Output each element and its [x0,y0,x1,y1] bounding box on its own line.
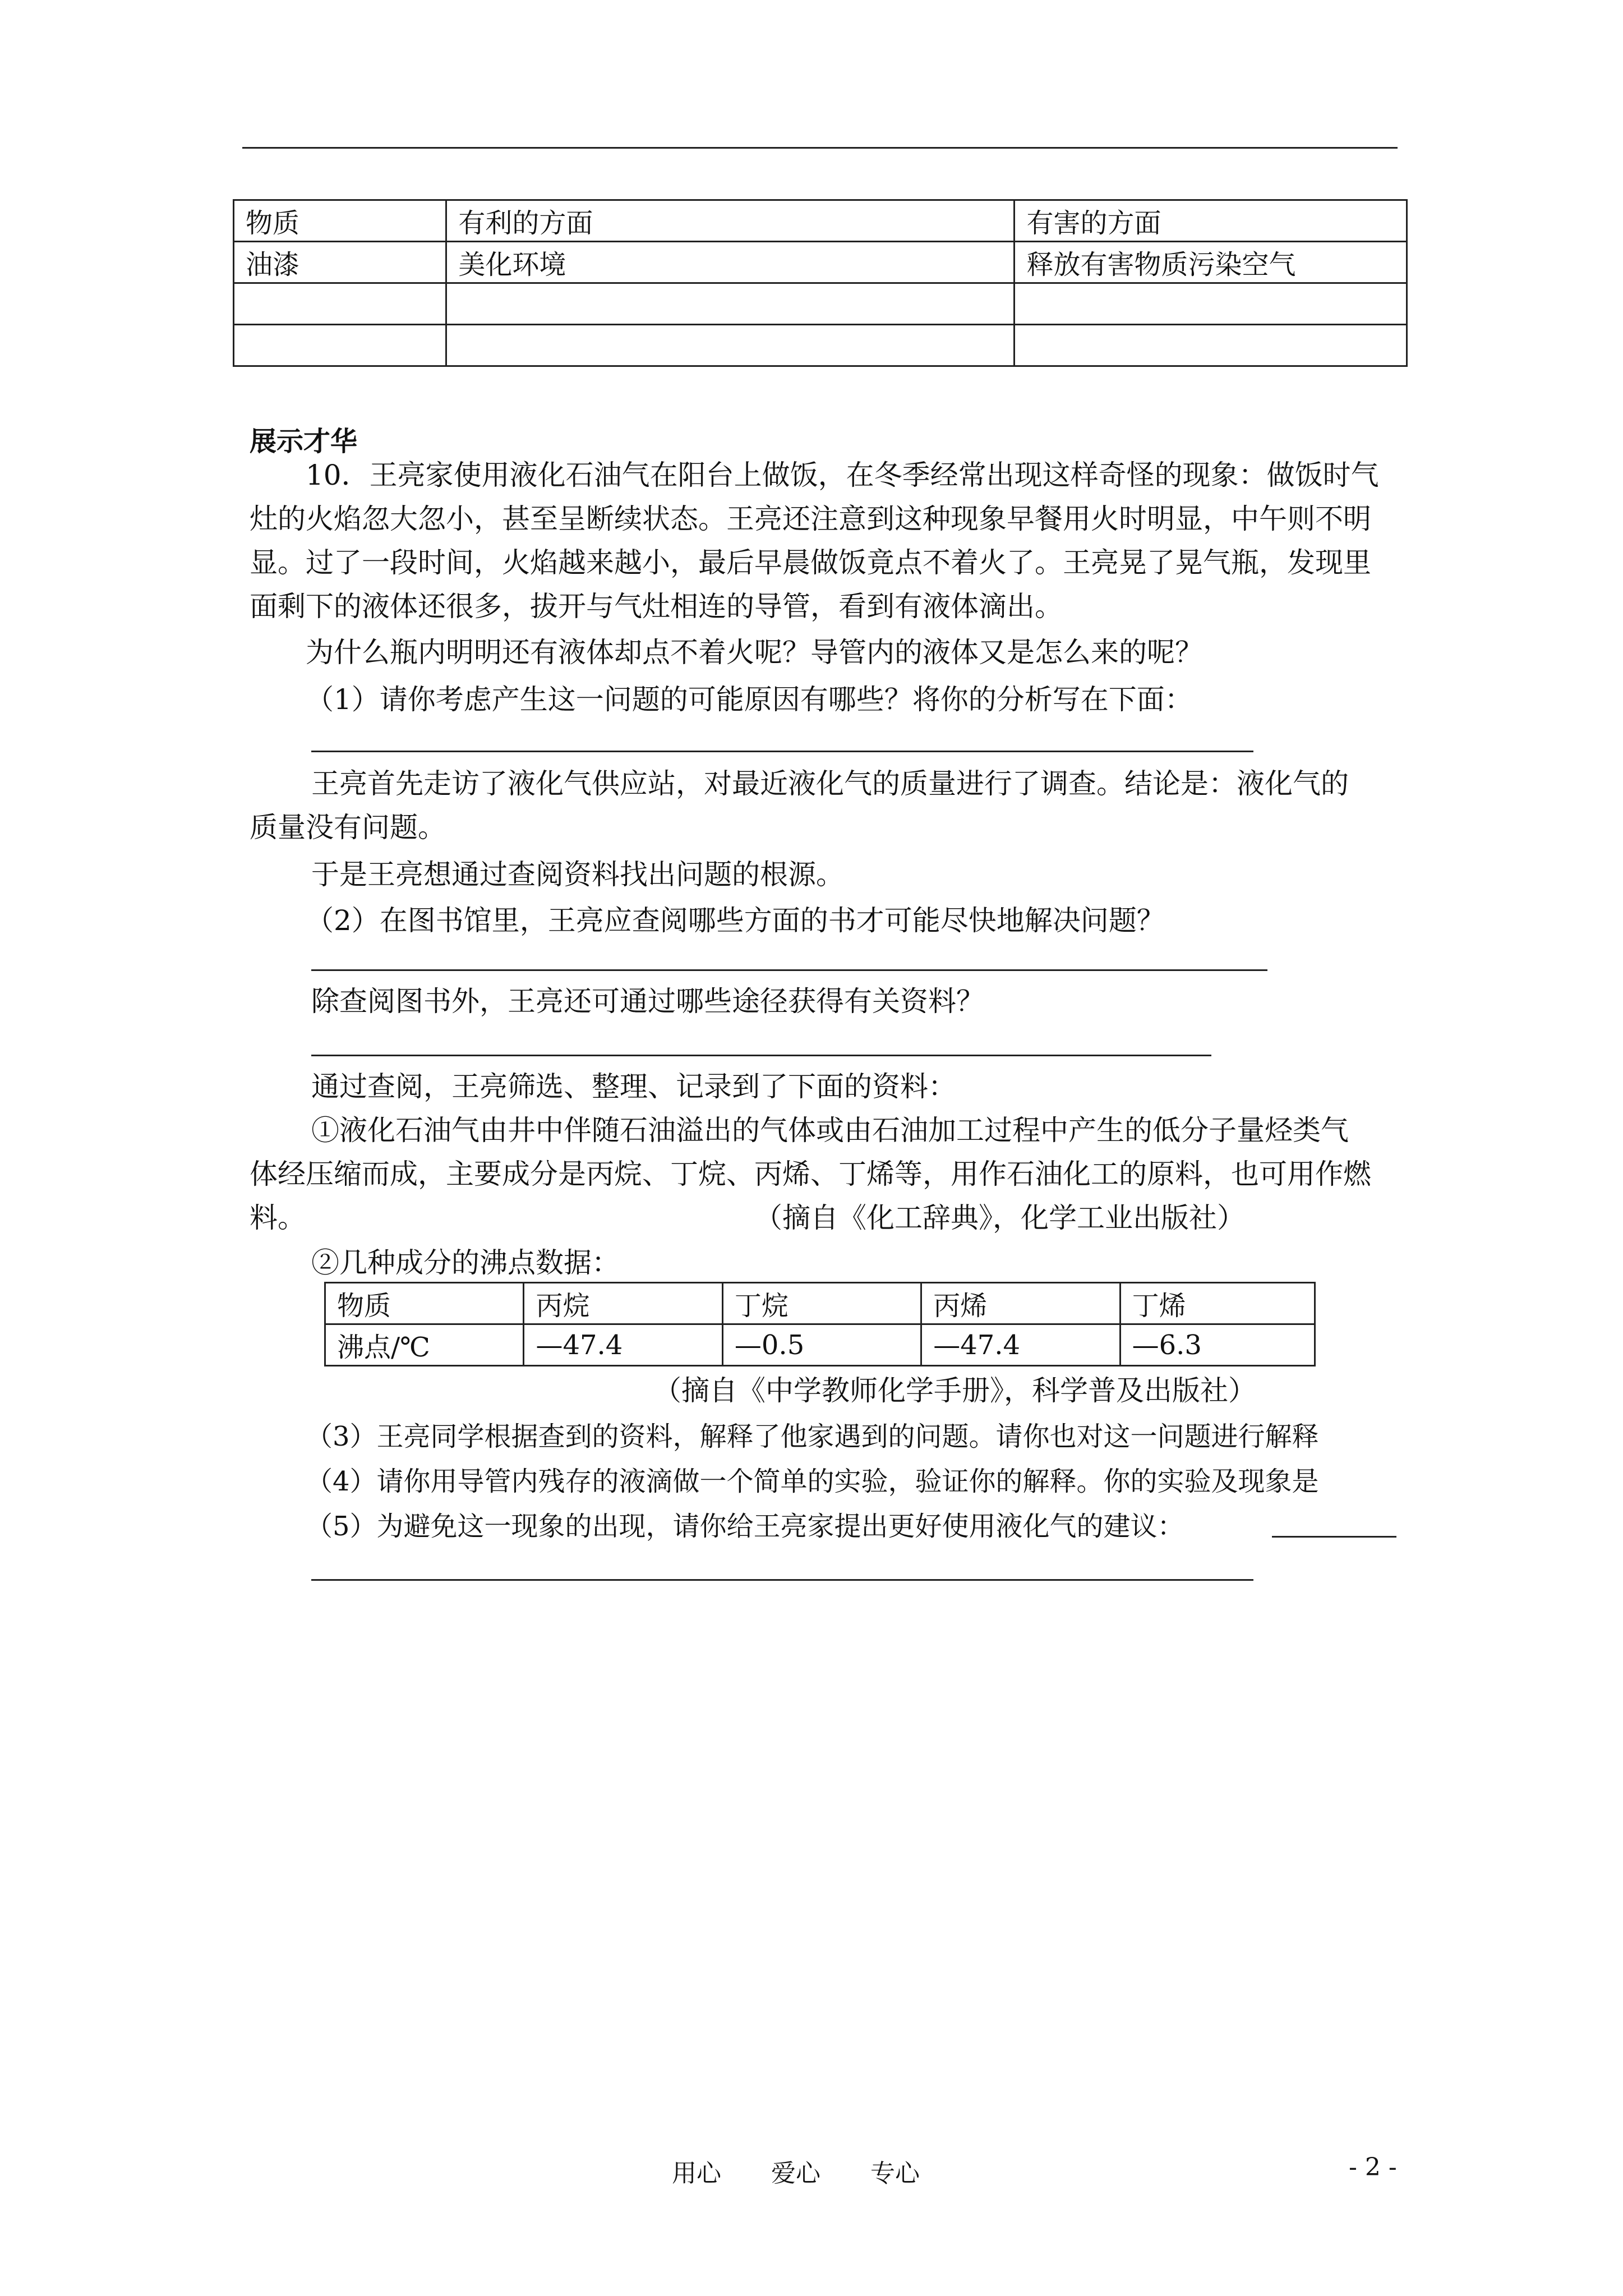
answer-line-1 [311,751,1253,752]
material-1-line: 料。 [250,1202,306,1234]
other-ways-question: 除查阅图书外，王亮还可通过哪些途径获得有关资料？ [311,985,984,1018]
answer-line-3 [311,1055,1211,1056]
table-header-row [325,1283,1315,1324]
material-1-line: ①液化石油气由井中伴随石油溢出的气体或由石油加工过程中产生的低分子量烃类气 [311,1114,1349,1147]
footer-motto-2: 爱心 [771,2159,820,2188]
footer-motto-1: 用心 [672,2159,721,2188]
q10-intro-line: 显。过了一段时间，火焰越来越小，最后早晨做饭竟点不着火了。王亮晃了晃气瓶，发现里 [250,546,1371,579]
table-cell [1015,325,1407,366]
survey-line: 质量没有问题。 [250,811,446,844]
pros-cons-table [233,199,1408,367]
header-rule [242,147,1398,149]
table-header-row [234,200,1407,242]
table-header-cell: 丁烷 [722,1283,921,1324]
table-cell: 油漆 [234,242,446,283]
table-cell [234,325,446,366]
survey-line: 王亮首先走访了液化气供应站，对最近液化气的质量进行了调查。结论是：液化气的 [311,767,1349,800]
q10-sub-3: （3）王亮同学根据查到的资料，解释了他家遇到的问题。请你也对这一问题进行解释 [306,1421,1319,1452]
q10-sub-1: （1）请你考虑产生这一问题的可能原因有哪些？将你的分析写在下面： [306,683,1193,716]
table-cell: —0.5 [722,1324,921,1366]
material-2-title: ②几种成分的沸点数据： [311,1246,620,1279]
table-cell: 释放有害物质污染空气 [1015,242,1407,283]
table-header-cell: 物质 [234,200,446,242]
answer-line-5b [311,1579,1253,1581]
q10-intro-line: 面剩下的液体还很多，拔开与气灶相连的导管，看到有液体滴出。 [250,590,1063,623]
table-cell: —47.4 [524,1324,722,1366]
table-cell: 美化环境 [446,242,1015,283]
section-title: 展示才华 [250,426,358,457]
table-row [325,1324,1315,1366]
q10-intro-line: 灶的火焰忽大忽小，甚至呈断续状态。王亮还注意到这种现象早餐用火时明显，中午则不明 [250,503,1371,535]
table-cell: —6.3 [1120,1324,1315,1366]
table-row [234,325,1407,366]
table-header-cell: 有利的方面 [446,200,1015,242]
source-citation-2: （摘自《中学教师化学手册》，科学普及出版社） [653,1374,1256,1407]
q10-sub-5: （5）为避免这一现象的出现，请你给王亮家提出更好使用液化气的建议： [306,1511,1184,1542]
table-cell [1015,283,1407,325]
q10-intro-line: 10．王亮家使用液化石油气在阳台上做饭，在冬季经常出现这样奇怪的现象：做饭时气 [306,459,1379,491]
table-row [234,283,1407,325]
lookup-text: 于是王亮想通过查阅资料找出问题的根源。 [311,858,844,891]
records-text: 通过查阅，王亮筛选、整理、记录到了下面的资料： [311,1070,956,1103]
material-1-line: 体经压缩而成，主要成分是丙烷、丁烷、丙烯、丁烯等，用作石油化工的原料，也可用作燃 [250,1158,1371,1190]
source-citation-1: （摘自《化工辞典》，化学工业出版社） [754,1202,1245,1234]
q10-question: 为什么瓶内明明还有液体却点不着火呢？导管内的液体又是怎么来的呢？ [306,636,1203,669]
table-cell [446,325,1015,366]
table-header-cell: 物质 [325,1283,524,1324]
q10-sub-2: （2）在图书馆里，王亮应查阅哪些方面的书才可能尽快地解决问题？ [306,904,1165,937]
table-row [234,242,1407,283]
table-header-cell: 有害的方面 [1015,200,1407,242]
table-cell: 沸点/℃ [325,1324,524,1366]
table-cell [446,283,1015,325]
boiling-point-table [324,1282,1316,1366]
table-cell [234,283,446,325]
table-header-cell: 丙烷 [524,1283,722,1324]
q10-sub-4: （4）请你用导管内残存的液滴做一个简单的实验，验证你的解释。你的实验及现象是 [306,1466,1319,1497]
table-header-cell: 丁烯 [1120,1283,1315,1324]
answer-line-5a [1272,1536,1396,1538]
table-cell: —47.4 [921,1324,1120,1366]
answer-line-2 [311,969,1267,971]
table-header-cell: 丙烯 [921,1283,1120,1324]
page-number: - 2 - [1349,2153,1397,2182]
footer-motto-3: 专心 [870,2159,920,2188]
